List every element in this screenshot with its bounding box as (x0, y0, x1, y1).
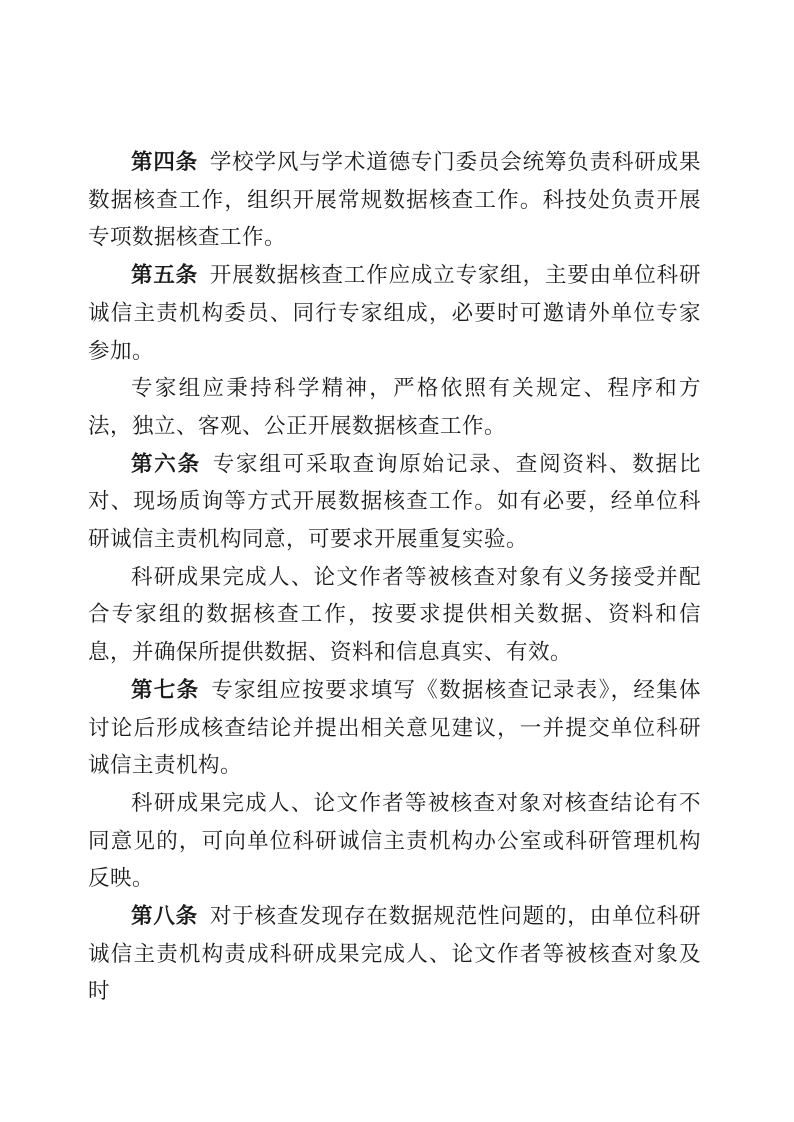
paragraph-text: 专家组应秉持科学精神，严格依照有关规定、程序和方法，独立、客观、公正开展数据核查工作。 (88, 376, 701, 438)
paragraph-text: 专家组应按要求填写《数据核查记录表》，经集体讨论后形成核查结论并提出相关意见建议，一并提交单位科研诚信主责机构。 (88, 677, 701, 778)
paragraph (88, 559, 701, 672)
paragraph-text: 科研成果完成人、论文作者等被核查对象有义务接受并配合专家组的数据核查工作，按要求提供相关数据、资料和信息，并确保所提供数据、资料和信息真实、有效。 (88, 564, 701, 665)
article-number: 第八条 (131, 904, 199, 929)
article-number: 第七条 (131, 677, 200, 702)
document-body (88, 144, 701, 1011)
paragraph (88, 785, 701, 898)
paragraph-text: 开展数据核查工作应成立专家组，主要由单位科研诚信主责机构委员、同行专家组成，必要时可邀请外单位专家参加。 (88, 263, 701, 363)
paragraph-text: 对于核查发现存在数据规范性问题的，由单位科研诚信主责机构责成科研成果完成人、论文作者等被核查对象及时 (88, 904, 701, 1004)
article-number: 第六条 (131, 451, 201, 476)
paragraph (88, 898, 701, 1011)
article-number: 第五条 (131, 263, 199, 288)
paragraph-text: 专家组可采取查询原始记录、查阅资料、数据比对、现场质询等方式开展数据核查工作。如有必要，经单位科研诚信主责机构同意，可要求开展重复实验。 (88, 451, 701, 552)
paragraph (88, 446, 701, 559)
paragraph (88, 672, 701, 785)
paragraph (88, 144, 701, 257)
paragraph-text: 科研成果完成人、论文作者等被核查对象对核查结论有不同意见的，可向单位科研诚信主责机构办公室或科研管理机构反映。 (88, 790, 701, 891)
paragraph (88, 257, 701, 370)
paragraph-text: 学校学风与学术道德专门委员会统筹负责科研成果数据核查工作，组织开展常规数据核查工作。科技处负责开展专项数据核查工作。 (88, 150, 701, 250)
paragraph (88, 370, 701, 445)
article-number: 第四条 (131, 150, 199, 174)
